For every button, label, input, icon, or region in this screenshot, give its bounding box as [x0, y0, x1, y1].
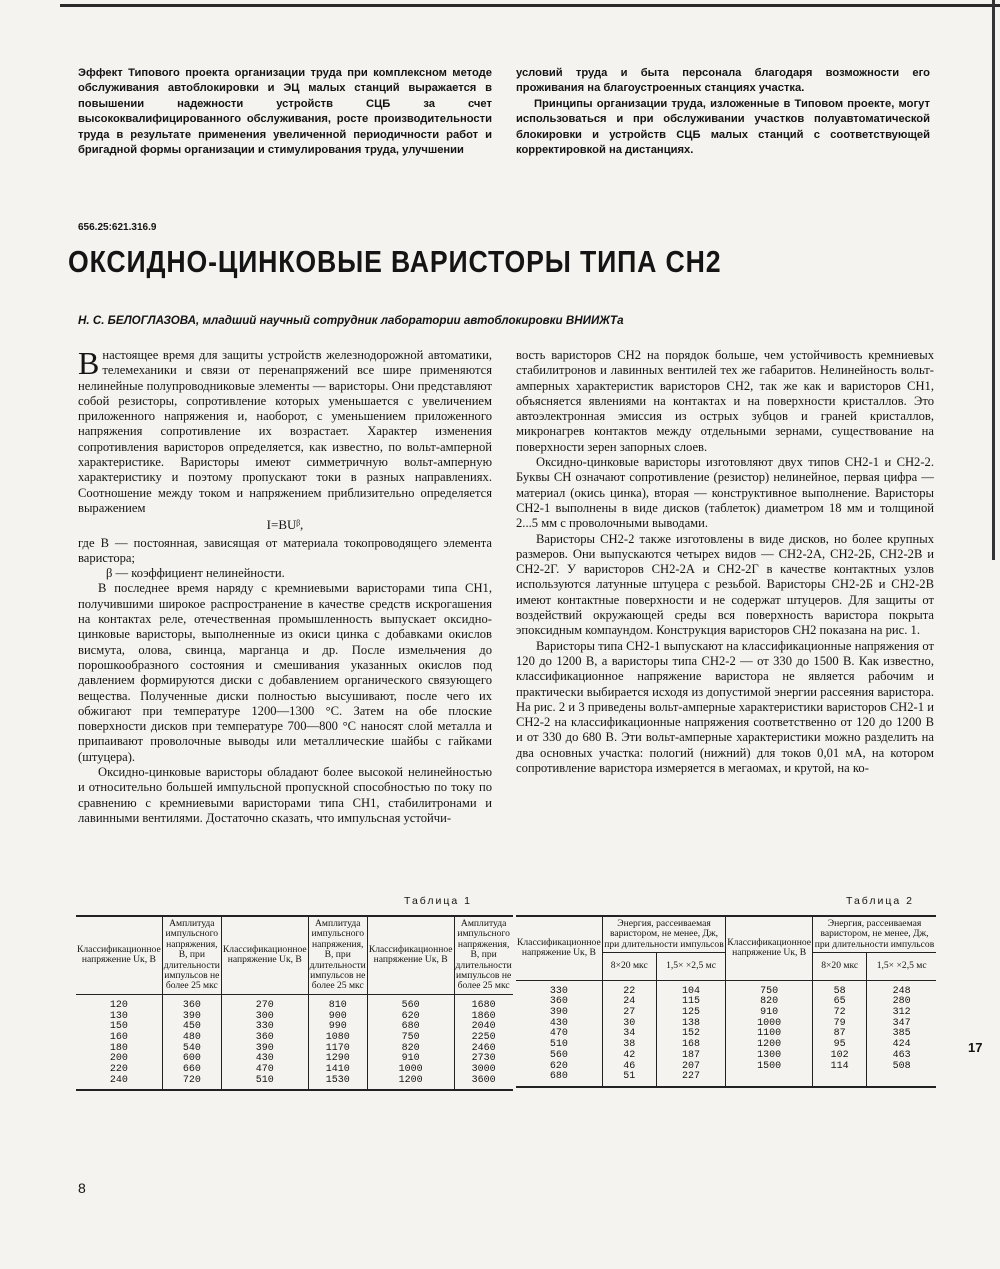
prev-article-right-p1: условий труда и быта персонала благодаря возможности его проживания на благоустроенных станциях участка. [516, 67, 930, 95]
prev-article-right-p2: Принципы организации труда, изложенные в Типовом проекте, могут использоваться и при обслуживании участков полуавтоматической блокировки и устройств СЦБ малых станций с соответствующей корректировкой на дистанциях. [516, 97, 930, 157]
table-cell: 1680 1860 2040 2250 2460 2730 3000 3600 [454, 994, 513, 1090]
table-cell: 58 65 72 79 87 95 102 114 [813, 980, 867, 1087]
formula-where-b: где B — постоянная, зависящая от материала токопроводящего элемента варистора; [78, 535, 492, 565]
article-title: ОКСИДНО-ЦИНКОВЫЕ ВАРИСТОРЫ ТИПА СН2 [68, 244, 722, 279]
paragraph: вость варисторов СН2 на порядок больше, чем устойчивость кремниевых стабилитронов и лавинных вентилей тех же габаритов. Нелинейность вольт-амперных характеристик варисторов СН2, так же как и варисторов СН1, объясняется явлениями на контактах и на поверхности кристаллов. Это автоэлектронная эмиссия из острых зубцов и граней кристаллов, микронагрев контактов между отдельными зернами, существование на поверхности зерен запорных слоев. [516, 348, 934, 454]
table-cell: 104 115 125 138 152 168 187 207 227 [656, 980, 726, 1087]
table-cell: 270 300 330 360 390 430 470 510 [221, 994, 308, 1090]
prev-article-right-column [516, 66, 930, 158]
article-author: Н. С. БЕЛОГЛАЗОВА, младший научный сотрудник лаборатории автоблокировки ВНИИЖТа [78, 314, 624, 327]
page-number-right: 17 [968, 1040, 983, 1055]
intro-paragraph: Внастоящее время для защиты устройств железнодорожной автоматики, телемеханики и связи от перенапряжений все шире применяются нелинейные полупроводниковые элементы — варисторы. Они представляют собой резисторы, сопротивление которых уменьшается с увеличением приложенного напряжения и, наоборот, с уменьшением приложенного напряжения сопротивление их возрастает. Характер изменения сопротивления варисторов определяется, как известно, по вольт-амперной характеристике. Варисторы имеют симметричную вольт-амперную характеристику и поэтому пропускают токи в разных направлениях. Соотношение между током и напряжением приблизительно определяется выражением [78, 345, 492, 515]
body-column-right [516, 348, 934, 776]
formula: I=BUᵝ, [266, 517, 304, 533]
table1-header-amp: Амплитуда импульсного напряжения, В, при длительности импульсов не более 25 мкс [162, 916, 221, 994]
table2-header-8x20: 8×20 мкс [813, 953, 867, 980]
table2-header-energy: Энергия, рассеиваемая варистором, не менее, Дж, при длительности импульсов [602, 916, 726, 953]
binding-edge [992, 0, 995, 560]
table-cell: 120 130 150 160 180 200 220 240 [76, 994, 162, 1090]
paragraph: Варисторы типа СН2-1 выпускают на классификационные напряжения от 120 до 1200 В, а варисторы типа СН2-2 — от 330 до 1500 В. Как известно, классификационное напряжение варистора не является рабочим и практически выбирается исходя из допустимой энергии рассеяния варистора. На рис. 2 и 3 приведены вольт-амперные характеристики варисторов СН2-1 и СН2-2 на классификационные напряжения соответственно от 120 до 1200 В и от 330 до 680 В. Эти вольт-амперные характеристики можно разделить на два основных участка: пологий (нижний) для токов 0,01 мА, на котором сопротивление варистора измеряется в мегаомах, и крутой, на ко- [516, 638, 934, 776]
table2-header-class: Классификационное напряжение Uк, В [516, 916, 602, 980]
table2-header-15x25: 1,5× ×2,5 мс [867, 953, 936, 980]
table2-header-8x20: 8×20 мкс [602, 953, 656, 980]
paragraph: Оксидно-цинковые варисторы обладают более высокой нелинейностью и относительно большей импульсной пропускной способностью по току по сравнению с кремниевыми варисторами типа СН1, стабилитронами и лавинными вентилями. Достаточно сказать, что импульсная устойчи- [78, 765, 492, 825]
body-column-left [78, 345, 492, 826]
table1-header-class: Классификационное напряжение Uк, В [221, 916, 308, 994]
table-cell: 330 360 390 430 470 510 560 620 680 [516, 980, 602, 1087]
paragraph: Варисторы СН2-2 также изготовлены в виде дисков, но более крупных размеров. Они выпускаются четырех видов — СН2-2А, СН2-2Б, СН2-2В и СН2-2Г. У варисторов СН2-2А и СН2-2Г в качестве контактных узлов используются латунные штуцера с резьбой. Варисторы СН2-2Б и СН2-2В имеют контактные поверхности и не содержат штуцеров. Для защиты от воздействий окружающей среды вся поверхность варистора покрыта эпоксидным компаундом. Конструкция варисторов СН2 показана на рис. 1. [516, 531, 934, 638]
table1-header-amp: Амплитуда импульсного напряжения, В, при длительности импульсов не более 25 мкс [308, 916, 367, 994]
paragraph: В последнее время наряду с кремниевыми варисторами типа СН1, получившими широкое распространение в качестве средств искрогашения на контактах реле, отечественная промышленность выпускает оксидно-цинковые варисторы, выполненные из окиси цинка с добавками окислов висмута, олова, свинца, марганца и др. После измельчения до порошкообразного состояния и смешивания указанных окислов под давлением формируются диски с добавлением органического связующего вещества. Полученные диски полностью высушивают, после чего их обжигают при температуре 1200—1300 °С. Затем на обе плоские поверхности дисков при температуре 700—800 °С наносят слой металла и припаивают проволочные выводы или металлические шайбы с гайками (штуцера). [78, 581, 492, 764]
table2-header-15x25: 1,5× ×2,5 мс [656, 953, 726, 980]
prev-article-left-column [78, 66, 492, 158]
table-cell: 248 280 312 347 385 424 463 508 [867, 980, 936, 1087]
table2 [516, 915, 936, 1088]
table-row [76, 994, 513, 1090]
table2-header-class: Классификационное напряжение Uк, В [726, 916, 813, 980]
table1 [76, 915, 513, 1091]
table2-caption: Таблица 2 [846, 895, 914, 907]
udc-code: 656.25:621.316.9 [78, 222, 157, 233]
table-row [516, 980, 936, 1087]
top-rule [60, 4, 1000, 7]
page-number-left: 8 [78, 1180, 86, 1196]
table-cell: 360 390 450 480 540 600 660 720 [162, 994, 221, 1090]
table-cell: 750 820 910 1000 1100 1200 1300 1500 [726, 980, 813, 1087]
prev-article-left-text: Эффект Типового проекта организации труда при комплексном методе обслуживания автоблокировки и ЭЦ малых станций выражается в повышении надежности устройств СЦБ за счет высококвалифицированного обслуживания, росте производительности труда в результате применения увеличенной периодичности работ и бригадной формы организации и стимулирования труда, улучшении [78, 67, 492, 157]
table-cell: 810 900 990 1080 1170 1290 1410 1530 [308, 994, 367, 1090]
table1-header-class: Классификационное напряжение Uк, В [76, 916, 162, 994]
paragraph: Оксидно-цинковые варисторы изготовляют двух типов СН2-1 и СН2-2. Буквы СН означают сопротивление (резистор) нелинейное, первая цифра — материал (окись цинка), вторая — конструктивное выполнение. Варисторы СН2-1 выполнены в виде дисков (таблеток) диаметром 18 мм и толщиной 2...5 мм с проволочными выводами. [516, 455, 934, 531]
table1-header-amp: Амплитуда импульсного напряжения, В, при длительности импульсов не более 25 мкс [454, 916, 513, 994]
table1-header-class: Классификационное напряжение Uк, В [367, 916, 454, 994]
formula-where-beta: β — коэффициент нелинейности. [106, 566, 285, 581]
table-cell: 560 620 680 750 820 910 1000 1200 [367, 994, 454, 1090]
table2-header-energy: Энергия, рассеиваемая варистором, не менее, Дж, при длительности импульсов [813, 916, 936, 953]
table-cell: 22 24 27 30 34 38 42 46 51 [602, 980, 656, 1087]
table1-caption: Таблица 1 [404, 895, 472, 907]
drop-cap: В [78, 345, 100, 381]
